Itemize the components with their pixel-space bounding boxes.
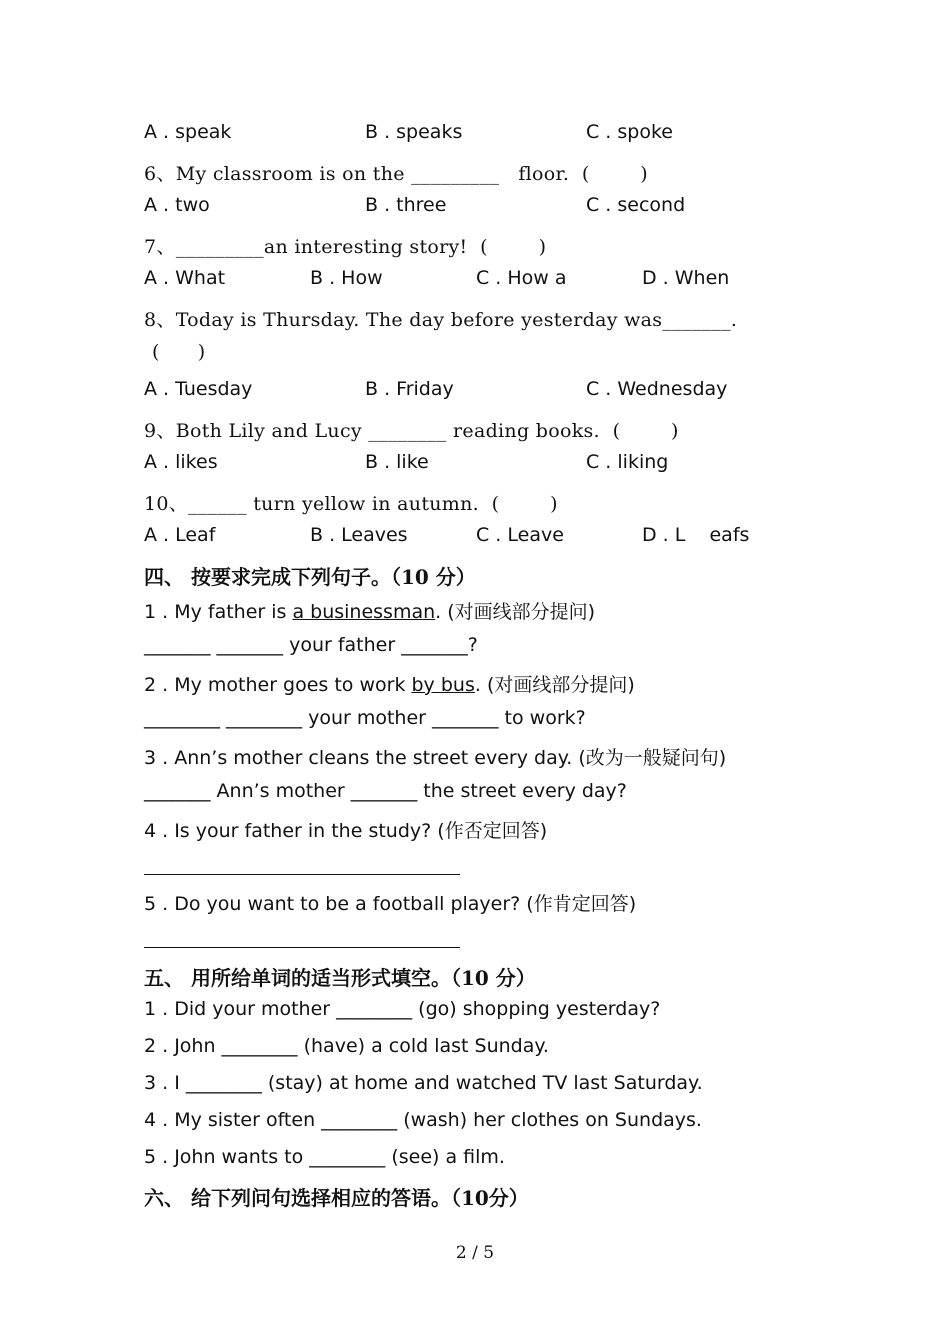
q10-option-c: C . Leave [476,524,564,546]
q7-option-c: C . How a [476,267,567,289]
question-9: 9、Both Lily and Lucy ________ reading books. ( ) [144,420,679,442]
q5-option-b: B . speaks [365,121,463,143]
q7-option-b: B . How [310,267,383,289]
s5-item-5: 5 . John wants to ________ (see) a film. [144,1146,505,1168]
s5-item-2: 2 . John ________ (have) a cold last Sunday. [144,1035,549,1057]
s4-item-5-answer-line [144,946,460,948]
section-4-title: 四、 按要求完成下列句子。（10 分） [144,565,476,589]
q8-option-a: A . Tuesday [144,378,253,400]
q5-option-a: A . speak [144,121,232,143]
q7-option-d: D . When [642,267,730,289]
s4-item-5: 5 . Do you want to be a football player? (作肯定回答) [144,893,637,915]
s4-item-4: 4 . Is your father in the study? (作否定回答) [144,820,548,842]
q6-option-c: C . second [586,194,686,216]
q10-option-b: B . Leaves [310,524,408,546]
q7-option-a: A . What [144,267,226,289]
question-6: 6、My classroom is on the _________ floor. ( ) [144,163,648,185]
s5-item-1: 1 . Did your mother ________ (go) shopping yesterday? [144,998,661,1020]
s4-item-2-underlined: by bus [411,674,475,696]
q9-option-c: C . liking [586,451,669,473]
q10-option-a: A . Leaf [144,524,216,546]
question-8: 8、Today is Thursday. The day before yesterday was_______. [144,309,738,331]
s5-item-3: 3 . I ________ (stay) at home and watched TV last Saturday. [144,1072,703,1094]
question-7: 7、_________an interesting story! ( ) [144,236,547,258]
page-number: 2 / 5 [455,1243,495,1263]
q6-option-b: B . three [365,194,447,216]
s4-item-2: 2 . My mother goes to work by bus. (对画线部分提问) [144,674,635,696]
section-5-title: 五、 用所给单词的适当形式填空。（10 分） [144,966,536,990]
s4-item-2-answer: ________ ________ your mother _______ to work? [144,707,586,729]
s4-item-3-answer: _______ Ann’s mother _______ the street every day? [144,780,627,802]
q10-option-d: D . L eafs [642,524,750,546]
q6-option-a: A . two [144,194,210,216]
question-8-paren: ( ) [152,341,206,363]
q9-option-a: A . likes [144,451,218,473]
s4-item-3: 3 . Ann’s mother cleans the street every day. (改为一般疑问句) [144,747,727,769]
s4-item-1-underlined: a businessman [292,601,436,623]
s4-item-4-answer-line [144,873,460,875]
s4-item-1-answer: _______ _______ your father _______? [144,634,478,656]
q9-option-b: B . like [365,451,429,473]
q8-option-c: C . Wednesday [586,378,728,400]
s4-item-1: 1 . My father is a businessman. (对画线部分提问) [144,601,596,623]
q8-option-b: B . Friday [365,378,454,400]
q5-option-c: C . spoke [586,121,673,143]
s5-item-4: 4 . My sister often ________ (wash) her clothes on Sundays. [144,1109,702,1131]
question-10: 10、______ turn yellow in autumn. ( ) [144,493,558,515]
section-6-title: 六、 给下列问句选择相应的答语。（10分） [144,1186,529,1210]
